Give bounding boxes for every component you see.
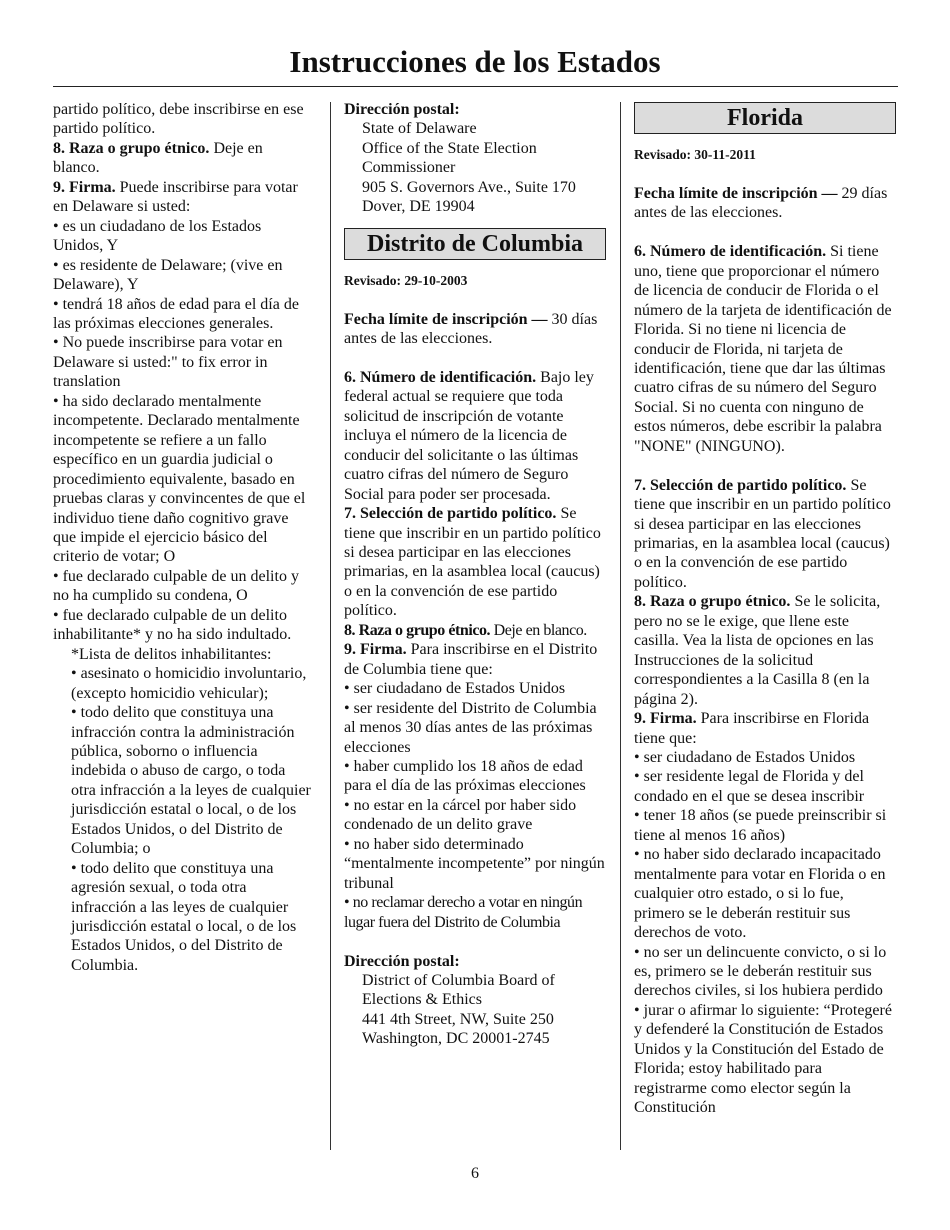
race-paragraph: 8. Raza o grupo étnico. Deje en blanco. — [53, 139, 263, 177]
state-heading-florida: Florida — [634, 102, 896, 134]
state-heading-dc: Distrito de Columbia — [344, 228, 606, 260]
mailing-address-heading: Dirección postal: — [344, 952, 460, 970]
list-item: • tener 18 años (se puede preinscribir si tiene al menos 16 años) — [634, 807, 887, 844]
list-item: • haber cumplido los 18 años de edad para el día de las próximas elecciones — [344, 758, 586, 795]
page-number: 6 — [471, 1165, 479, 1182]
race-heading: 8. Raza o grupo étnico. — [53, 139, 210, 157]
list-item: • no reclamar derecho a votar en ningún lugar fuera del Distrito de Columbia — [344, 894, 583, 931]
list-item: • es residente de Delaware; (vive en Delaware), Y — [53, 256, 283, 294]
mailing-address-heading: Dirección postal: — [344, 101, 460, 118]
list-item: • ha sido declarado mentalmente incompetente. Declarado mentalmente incompetente se refiere a un fallo específico en un guardia judicial o procedimiento equivalente, basado en pruebas claras y convincentes de que el individuo tiene daño cognitivo grave que impide el ejercicio básico del criterio de votar; O — [53, 392, 306, 566]
list-item: • es un ciudadano de los Estados Unidos, Y — [53, 217, 262, 255]
address-line: Dover, DE 19904 — [362, 198, 475, 216]
address-line: State of Delaware — [362, 120, 477, 138]
column-divider-1 — [330, 102, 331, 1150]
title-divider — [53, 86, 898, 87]
list-item: • no haber sido declarado incapacitado mentalmente para votar en Florida o en cualquier otro estado, o si lo fue, primero se le deberán restituir sus derechos de voto. — [634, 846, 886, 942]
race-paragraph: 8. Raza o grupo étnico. Se le solicita, pero no se le exige, que llene este casilla. Vea la lista de opciones en las Instrucciones de la solicitud correspondientes a la Casilla 8 (en la página 2). — [634, 593, 881, 708]
list-item: • tendrá 18 años de edad para el día de las próximas elecciones generales. — [53, 295, 299, 332]
signature-paragraph: 9. Firma. Puede inscribirse para votar en Delaware si usted: — [53, 178, 298, 216]
page-title: Instrucciones de los Estados — [289, 44, 661, 79]
column-district-of-columbia — [344, 100, 606, 1049]
revised-date: Revisado: 30-11-2011 — [634, 147, 756, 162]
list-item: • fue declarado culpable de un delito y no ha cumplido su condena, O — [53, 567, 299, 605]
address-line: 905 S. Governors Ave., Suite 170 — [362, 178, 576, 196]
list-item: • ser ciudadano de Estados Unidos — [344, 680, 566, 698]
list-item: • ser residente legal de Florida y del condado en el que se desea inscribir — [634, 768, 865, 805]
race-paragraph: 8. Raza o grupo étnico. Deje en blanco. — [344, 621, 587, 639]
list-item: • asesinato o homicidio involuntario, (excepto homicidio vehicular); — [71, 665, 307, 702]
signature-paragraph: 9. Firma. Para inscribirse en Florida tiene que: — [634, 710, 870, 747]
signature-paragraph: 9. Firma. Para inscribirse en el Distrito de Columbia tiene que: — [344, 641, 598, 678]
address-line: 441 4th Street, NW, Suite 250 — [362, 1010, 554, 1028]
list-item: • no haber sido determinado “mentalmente incompetente” por ningún tribunal — [344, 835, 605, 892]
party-paragraph: 7. Selección de partido político. Se tiene que inscribir en un partido político si desea participar en las elecciones primarias, en la asamblea local (caucus) o en la convención de ese partido político. — [344, 505, 601, 620]
deadline-paragraph: Fecha límite de inscripción — 30 días antes de las elecciones. — [344, 310, 598, 348]
list-item: • no estar en la cárcel por haber sido condenado de un delito grave — [344, 796, 577, 834]
column-delaware-continued — [53, 100, 311, 975]
column-divider-2 — [620, 102, 621, 1150]
list-item: • fue declarado culpable de un delito inhabilitante* y no ha sido indultado. — [53, 606, 292, 644]
address-line: Washington, DC 20001-2745 — [362, 1030, 550, 1048]
list-item: • ser ciudadano de Estados Unidos — [634, 749, 856, 766]
party-paragraph: 7. Selección de partido político. Se tiene que inscribir en un partido político si desea participar en las elecciones primarias, en la asamblea local (caucus) o en la convención de ese partido político. — [634, 476, 891, 591]
id-number-paragraph: 6. Número de identificación. Si tiene uno, tiene que proporcionar el número de licencia de conducir de Florida o el número de la tarjeta de identificación de Florida. Si no tiene ni licencia de conducir de Florida, ni tarjeta de identificación, tiene que dar las últimas cuatro cifras de su número del Seguro Social. Si no cuenta con ninguno de estos números, debe escribir la palabra "NONE" (NINGUNO). — [634, 243, 892, 455]
list-item: • todo delito que constituya una agresión sexual, o toda otra infracción a las leyes de cualquier jurisdicción estatal o local, o de los Estados Unidos, o del Distrito de Columbia. — [71, 859, 297, 974]
revised-date: Revisado: 29-10-2003 — [344, 272, 468, 288]
list-item: • todo delito que constituya una infracción contra la administración pública, soborno o influencia indebida o abuso de cargo, o toda otra infracción a la leyes de cualquier jurisdicción estatal o local, o de los Estados Unidos, o del Distrito de Columbia; o — [71, 704, 311, 858]
list-item: • jurar o afirmar lo siguiente: “Protegeré y defenderé la Constitución de Estados Unidos y la Constitución del Estado de Florida; estoy habilitado para registrarme como elector según la Constitución — [634, 1001, 892, 1117]
address-line: District of Columbia Board of Elections & Ethics — [362, 971, 555, 1009]
signature-heading: 9. Firma. — [53, 178, 116, 196]
list-item: • no ser un delincuente convicto, o si lo es, primero se le deberán restituir sus derechos civiles, si los hubiera perdido — [634, 943, 887, 1000]
list-item: • No puede inscribirse para votar en Delaware si usted:" to fix error in translation — [53, 334, 283, 391]
column-florida — [634, 100, 896, 1118]
list-item: • ser residente del Distrito de Columbia al menos 30 días antes de las próximas elecciones — [344, 699, 597, 756]
offense-list-heading: *Lista de delitos inhabilitantes: — [71, 645, 272, 663]
party-paragraph: partido político, debe inscribirse en ese partido político. — [53, 101, 304, 138]
deadline-paragraph: Fecha límite de inscripción — 29 días antes de las elecciones. — [634, 184, 888, 222]
id-number-paragraph: 6. Número de identificación. Bajo ley federal actual se requiere que toda solicitud de inscripción de votante incluya el número de la licencia de conducir del solicitante o las últimas cuatro cifras del número de Seguro Social para poder ser procesada. — [344, 368, 594, 503]
address-line: Office of the State Election Commissioner — [362, 139, 537, 177]
